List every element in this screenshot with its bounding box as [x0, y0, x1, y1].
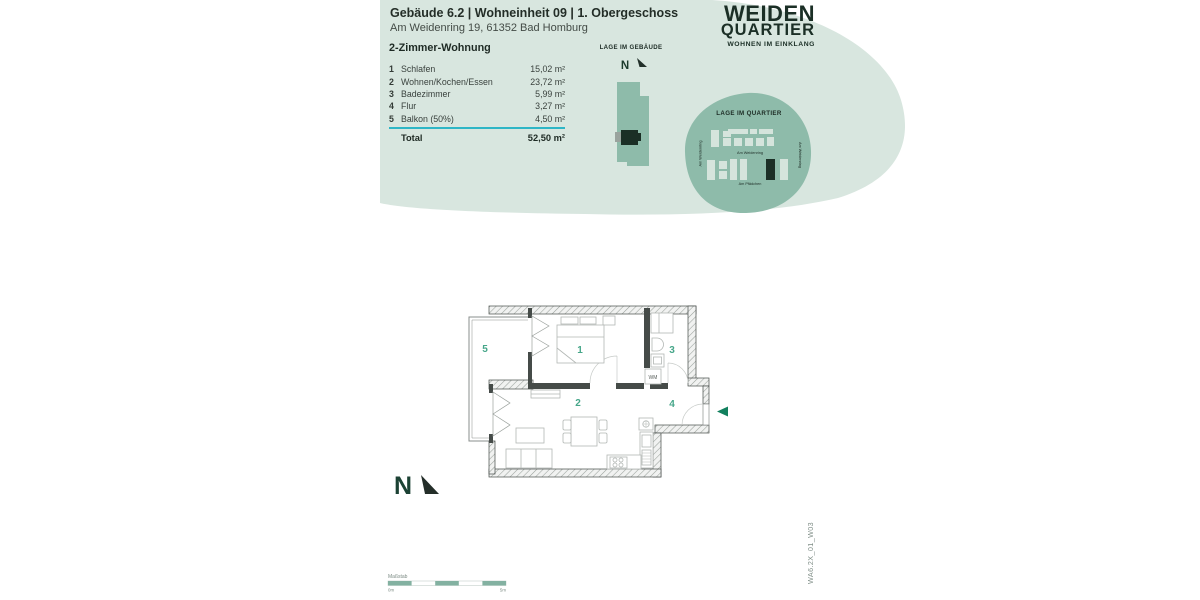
building-map-title: LAGE IM GEBÄUDE: [599, 44, 663, 51]
building-footprint: [617, 82, 649, 166]
entrance-door-opening: [703, 404, 709, 425]
street-label-center: Am Weidenring: [737, 151, 763, 155]
quartier-building: [723, 138, 731, 146]
quartier-building: [745, 138, 753, 146]
room-number-label: 1: [577, 345, 583, 356]
cell-name: Wohnen/Kochen/Essen: [401, 76, 493, 87]
cell-name: Flur: [401, 101, 417, 112]
room-table-rows: [389, 63, 567, 125]
street-label-bottom: Am Pfädchen: [738, 182, 762, 186]
unit-highlight: [621, 130, 638, 145]
total-label: Total: [401, 132, 423, 143]
cell-area: 3,27 m²: [535, 101, 565, 112]
north-arrow-icon: [421, 475, 439, 494]
pillow: [580, 317, 596, 324]
cell-name: Schlafen: [401, 64, 436, 75]
plan-north-indicator: [392, 468, 444, 498]
cell-name: Badezimmer: [401, 88, 451, 99]
dining-table: [571, 417, 597, 446]
address-line: Am Weidenring 19, 61352 Bad Homburg: [390, 22, 588, 34]
logo-word-weiden: WEIDEN: [724, 1, 815, 26]
floor-plan: [440, 292, 740, 488]
brand-logo: [710, 1, 815, 48]
nightstand: [603, 316, 615, 325]
plan-north-label: N: [394, 472, 413, 498]
apartment-type-label: 2-Zimmer-Wohnung: [389, 42, 491, 54]
logo-word-quartier: QUARTIER: [720, 21, 815, 39]
table-row: [389, 88, 565, 100]
washbasin: [651, 354, 664, 367]
quartier-building: [730, 159, 737, 180]
table-total-row: [389, 133, 565, 143]
north-arrow-icon: [637, 58, 647, 67]
document-code: WA6.2X_01_W03: [806, 521, 815, 584]
chair: [599, 433, 607, 443]
street-label-right: Am Weidenring: [798, 142, 802, 168]
scale-bar: [386, 571, 512, 593]
table-row: [389, 113, 565, 125]
room-table: [389, 42, 567, 143]
building-map-north-label: N: [620, 60, 630, 72]
page-title: Gebäude 6.2 | Wohneinheit 09 | 1. Obergeschoss: [390, 6, 679, 20]
quartier-building: [711, 130, 719, 147]
scale-bar-segments: [388, 581, 506, 586]
balcony-door-symbols: [493, 316, 549, 436]
quartier-map-title: LAGE IM QUARTIER: [716, 110, 782, 117]
table-divider-line: [389, 127, 565, 129]
chair: [563, 420, 571, 430]
washing-machine-label: WM: [648, 375, 658, 381]
street-label-left: Am Weidenring: [698, 140, 703, 167]
cell-area: 23,72 m²: [530, 76, 565, 87]
entrance-arrow-icon: [717, 407, 728, 417]
scale-start-label: 0m: [388, 587, 395, 593]
coffee-table: [516, 428, 544, 443]
quartier-building: [756, 138, 764, 146]
room-number-label: 4: [669, 399, 675, 410]
chair: [563, 433, 571, 443]
table-row: [389, 100, 565, 112]
room-number-label: 3: [669, 345, 675, 356]
quartier-building: [750, 129, 757, 134]
chair: [599, 420, 607, 430]
cell-num: 1: [389, 64, 394, 75]
shower: [651, 313, 673, 333]
cell-area: 5,99 m²: [535, 88, 565, 99]
scale-end-label: 5m: [499, 587, 506, 593]
cell-name: Balkon (50%): [401, 113, 454, 124]
quartier-building: [767, 137, 774, 146]
scale-bar-label: Maßstab: [388, 574, 408, 580]
table-row: [389, 63, 565, 75]
quartier-building: [707, 160, 715, 180]
quartier-building: [759, 129, 773, 134]
quartier-building: [719, 171, 727, 179]
pillow: [561, 317, 578, 324]
quartier-building: [728, 129, 748, 134]
toilet: [652, 338, 664, 351]
quartier-location-map: [680, 88, 816, 216]
room-number-label: 2: [575, 398, 581, 409]
balcony-railing: [469, 317, 528, 441]
cell-area: 4,50 m²: [535, 113, 565, 124]
quartier-building: [719, 161, 727, 169]
room-number-label: 5: [482, 344, 488, 355]
quartier-building: [740, 159, 747, 180]
cell-num: 5: [389, 113, 394, 124]
total-area-value: 52,50 m²: [527, 132, 565, 143]
quartier-building-highlighted: [766, 159, 775, 180]
table-row: [389, 75, 565, 87]
building-location-map: [595, 40, 665, 175]
quartier-building: [734, 138, 742, 146]
cell-num: 2: [389, 76, 394, 87]
cell-area: 15,02 m²: [530, 64, 565, 75]
cell-num: 3: [389, 88, 394, 99]
cell-num: 4: [389, 101, 394, 112]
unit-highlight-nub: [638, 133, 641, 141]
sofa: [506, 449, 552, 468]
logo-tagline: WOHNEN IM EINKLANG: [727, 41, 815, 48]
quartier-building: [780, 159, 788, 180]
bed: [557, 325, 604, 363]
